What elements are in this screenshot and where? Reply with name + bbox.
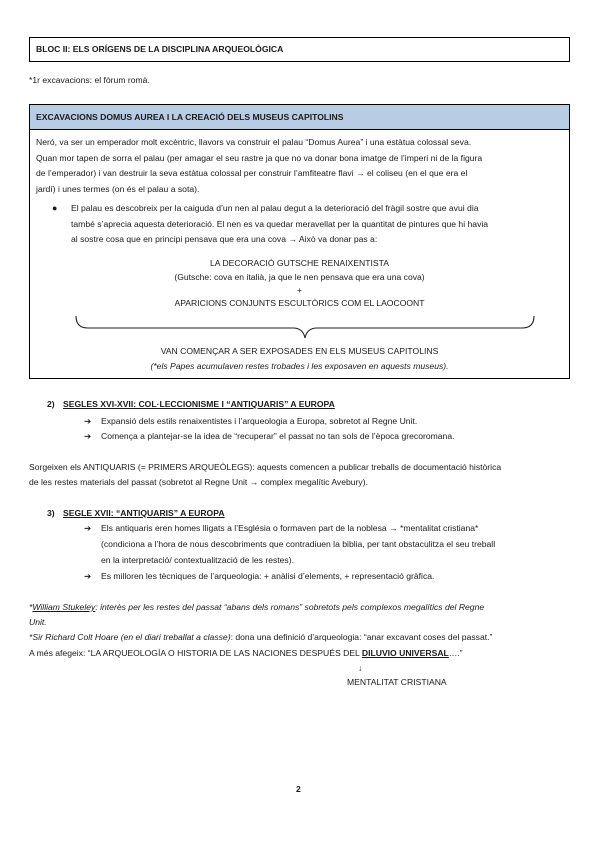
gutsche-title: LA DECORACIÓ GUTSCHE RENAIXENTISTA xyxy=(210,258,389,268)
section2-item: Comença a plantejar-se la idea de “recuperar” el passat no tan sols de l’època grecoromana. xyxy=(101,431,455,441)
page-number: 2 xyxy=(296,784,301,794)
stukeley-text: : interès per les restes del passat “abans dels romans” sobretots pels complexos megalítics del Regne xyxy=(95,602,485,612)
arrow-icon: ➔ xyxy=(84,523,92,533)
museus-line: VAN COMENÇAR A SER EXPOSADES EN ELS MUSEUS CAPITOLINS xyxy=(160,346,439,356)
plus-sign: + xyxy=(296,285,303,295)
section3-title: SEGLE XVII: “ANTIQUARIS” A EUROPA xyxy=(63,508,225,518)
afegeix-post: ….” xyxy=(448,648,463,658)
section2-item: Expansió dels estils renaixentistes i l’arqueologia a Europa, sobretot al Regne Unit. xyxy=(101,416,418,426)
diluvio-universal: DILUVIO UNIVERSAL xyxy=(361,648,449,658)
section3-item-line: Els antiquaris eren homes lligats a l’Església o formaven part de la noblesa → *mentalitat cristiana* xyxy=(101,523,479,533)
para-line: Quan mor tapen de sorra el palau (per amagar el seu rastre ja que no va donar bona imatge de l’imperi ni de la figura xyxy=(36,152,483,163)
arrow-icon: ➔ xyxy=(84,571,92,581)
down-arrow-icon: ↓ xyxy=(358,663,363,673)
bullet-line: al sostre cosa que en principi pensava que era una cova → Això va donar pas a: xyxy=(71,234,378,244)
bullet-paragraph xyxy=(71,201,566,248)
afegeix-line xyxy=(29,646,463,660)
afegeix-pre: A més afegeix: “LA ARQUEOLOGÍA O HISTORIA DE LAS NACIONES DESPUÉS DEL xyxy=(29,648,362,658)
domus-aurea-paragraph xyxy=(36,135,566,197)
papes-note: (*els Papes acumulaven restes trobades i les exposaven en aquests museus). xyxy=(150,361,449,371)
section3-item-line: en la interpretació/ contextualització de les restes). xyxy=(101,555,294,565)
stukeley-note-cont: Unit. xyxy=(29,617,47,627)
stukeley-note: *William Stukeley: interès per les restes del passat “abans dels romans” sobretots pels complexos megalítics del Regne xyxy=(29,602,485,612)
hoare-note xyxy=(29,630,492,644)
intro-note: *1r excavacions: el fòrum romà. xyxy=(29,75,150,85)
para-line: de l’emperador) i van destruir la seva estàtua colossal per construir l’amfiteatre flavi → el coliseu (en el que era el xyxy=(36,168,468,178)
bullet-icon: ● xyxy=(52,203,58,213)
laocoont-line: APARICIONS CONJUNTS ESCULTÒRICS COM EL LAOCOONT xyxy=(174,298,425,308)
bloc-title: BLOC II: ELS ORÍGENS DE LA DISCIPLINA ARQUEOLÒGICA xyxy=(29,37,570,62)
section3-item-line: (condiciona a l’hora de nous descobriments que contradiuen la biblia, per tant obstaculitza el seu treball xyxy=(101,539,496,549)
gutsche-note: (Gutsche: cova en italià, ja que le nen pensava que era una cova) xyxy=(174,272,425,282)
section3-item: Es milloren les tècniques de l’arqueologia: + anàlisi d’elements, + representació gràfica. xyxy=(101,571,435,581)
antiquaris-line: de les restes materials del passat (sobretot al Regne Unit → complex megalític Avebury). xyxy=(29,477,368,487)
mentalitat-cristiana: MENTALITAT CRISTIANA xyxy=(347,677,447,687)
hoare-name: *Sir Richard Colt Hoare (en el diari treballat a classe) xyxy=(29,632,231,642)
antiquaris-line: Sorgeixen els ANTIQUARIS (= PRIMERS ARQUEÒLEGS): aquests comencen a publicar treballs de documentació històrica xyxy=(29,462,502,472)
bullet-line: també s’apreciа aquesta deterioració. El nen es va quedar meravellat per la quantitat de pintures que hi havia xyxy=(71,218,489,229)
domus-aurea-header: EXCAVACIONS DOMUS AUREA I LA CREACIÓ DELS MUSEUS CAPITOLINS xyxy=(30,105,569,130)
hoare-text: : dona una definició d’arqueologia: “anar excavant coses del passat.” xyxy=(230,632,493,642)
stukeley-name: William Stukeley xyxy=(32,602,96,612)
brace-icon xyxy=(74,312,536,340)
para-line: Neró, va ser un emperador molt excèntric, llavors va construir el palau “Domus Aurea” i una estàtua colossal seva. xyxy=(36,137,472,147)
arrow-icon: ➔ xyxy=(84,416,92,426)
bullet-line: El palau es descobreix per la caiguda d’un nen al palau degut a la deterioració del fràgil sostre que avui dia xyxy=(71,203,479,213)
section2-number: 2) xyxy=(47,399,55,409)
para-line: jardí) i unes termes (on és el palau a sota). xyxy=(36,183,200,194)
section2-title: SEGLES XVI-XVII: COL·LECCIONISME I “ANTIQUARIS” A EUROPA xyxy=(63,399,335,409)
section3-number: 3) xyxy=(47,508,55,518)
domus-aurea-box xyxy=(29,104,570,379)
arrow-icon: ➔ xyxy=(84,431,92,441)
